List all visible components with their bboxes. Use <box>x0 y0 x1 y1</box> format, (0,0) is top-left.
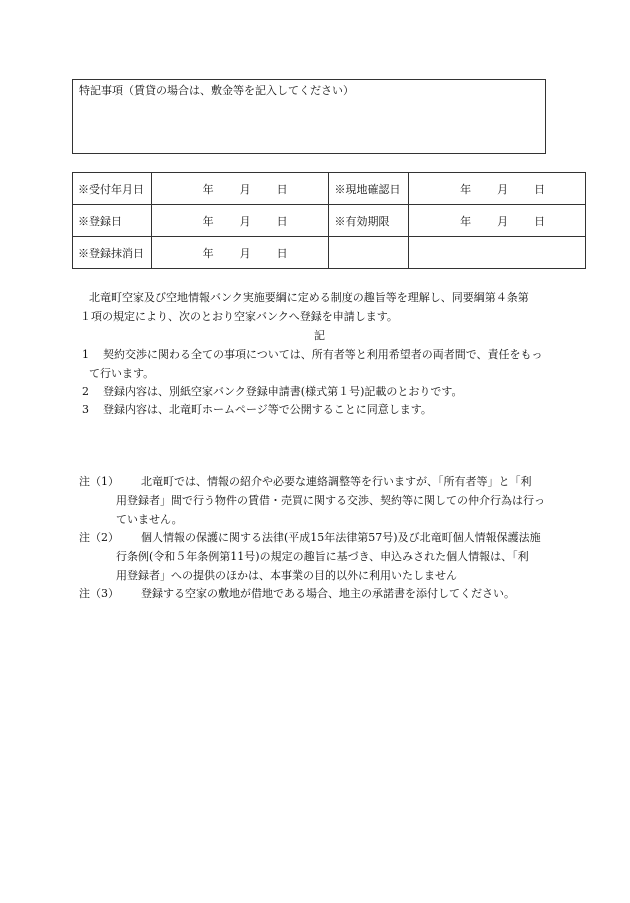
month-unit: 月 <box>239 214 251 228</box>
item-3-text: 登録内容は、北竜町ホームページ等で公開することに同意します。 <box>103 403 432 416</box>
note-3-line-1: 登録する空家の敷地が借地である場合、地主の承諾書を添付してください。 <box>141 587 515 600</box>
year-unit: 年 <box>202 214 214 228</box>
date-field[interactable] <box>151 173 329 205</box>
year-unit: 年 <box>202 246 214 260</box>
day-unit: 日 <box>534 214 546 228</box>
item-1-line-2: て行います。 <box>89 367 155 380</box>
table-row <box>73 205 586 237</box>
item-1-line-1: 契約交渉に関わる全ての事項については、所有者等と利用希望者の両者間で、責任をもっ <box>103 348 543 361</box>
special-notes-box[interactable] <box>72 79 546 154</box>
month-unit: 月 <box>497 214 509 228</box>
empty-cell <box>329 237 409 269</box>
day-unit: 日 <box>276 246 288 260</box>
note-1-line-1: 北竜町では、情報の紹介や必要な連絡調整等を行いますが、「所有者等」と「利 <box>141 475 532 488</box>
note-2-line-3: 用登録者」への提供のほかは、本事業の目的以外に利用いたしません <box>116 569 457 582</box>
ki-heading: 記 <box>314 329 325 342</box>
row-label: ※現地確認日 <box>329 173 409 205</box>
date-field[interactable] <box>151 205 329 237</box>
table-row <box>73 237 586 269</box>
year-unit: 年 <box>460 182 472 196</box>
item-2-text: 登録内容は、別紙空家バンク登録申請書(様式第１号)記載のとおりです。 <box>103 385 463 398</box>
note-2-line-1: 個人情報の保護に関する法律(平成15年法律第57号)及び北竜町個人情報保護法施 <box>141 531 541 544</box>
note-label: 注（3） <box>79 587 119 600</box>
empty-cell <box>409 237 586 269</box>
special-notes-label: 特記事項（賃貸の場合は、敷金等を記入してください） <box>79 84 354 97</box>
month-unit: 月 <box>239 182 251 196</box>
year-unit: 年 <box>460 214 472 228</box>
date-field[interactable] <box>151 237 329 269</box>
row-label: ※登録抹消日 <box>73 237 152 269</box>
note-label: 注（2） <box>79 531 119 544</box>
item-number: 3 <box>82 403 89 416</box>
note-1-line-2: 用登録者」間で行う物件の賃借・売買に関する交渉、契約等に関しての仲介行為は行っ <box>116 494 545 507</box>
day-unit: 日 <box>276 182 288 196</box>
year-unit: 年 <box>202 182 214 196</box>
item-number: 2 <box>82 385 89 398</box>
intro-line-2: １項の規定により、次のとおり空家バンクへ登録を申請します。 <box>80 310 398 323</box>
note-1-line-3: ていません。 <box>116 513 183 526</box>
day-unit: 日 <box>276 214 288 228</box>
registration-date-table <box>72 172 586 269</box>
note-label: 注（1） <box>79 475 119 488</box>
note-2-line-2: 行条例(令和５年条例第11号)の規定の趣旨に基づき、申込みされた個人情報は、「利 <box>116 550 529 563</box>
row-label: ※有効期限 <box>329 205 409 237</box>
row-label: ※受付年月日 <box>73 173 152 205</box>
day-unit: 日 <box>534 182 546 196</box>
item-number: 1 <box>82 348 89 361</box>
date-field[interactable] <box>409 173 586 205</box>
row-label: ※登録日 <box>73 205 152 237</box>
intro-line-1: 北竜町空家及び空地情報バンク実施要綱に定める制度の趣旨等を理解し、同要綱第４条第 <box>89 291 529 304</box>
month-unit: 月 <box>497 182 509 196</box>
date-field[interactable] <box>409 205 586 237</box>
table-row <box>73 173 586 205</box>
month-unit: 月 <box>239 246 251 260</box>
